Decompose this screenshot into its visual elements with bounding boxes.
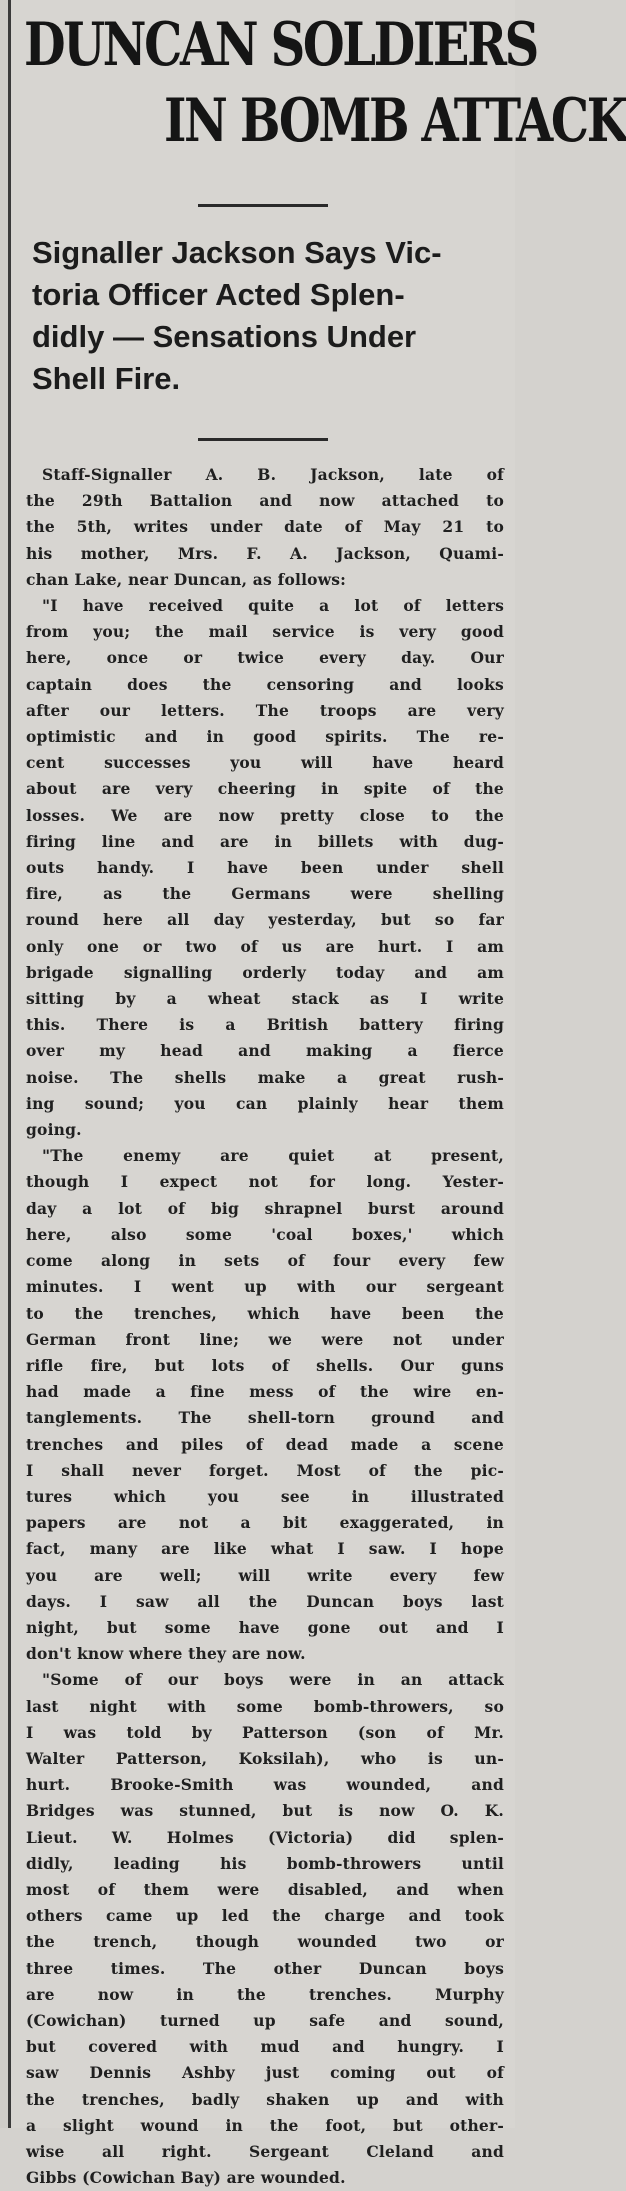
body-line: Bridges was stunned, but is now O. K. — [26, 1801, 504, 1821]
body-line: this. There is a British battery firing — [26, 1015, 504, 1035]
body-line: night, but some have gone out and I — [26, 1617, 504, 1637]
body-line: German front line; we were not under — [26, 1329, 504, 1349]
body-line: Staff-Signaller A. B. Jackson, late of — [42, 465, 504, 484]
subhead-divider — [198, 438, 328, 441]
body-line: others came up led the charge and took — [26, 1906, 504, 1926]
body-line: I shall never forget. Most of the pic- — [26, 1460, 504, 1480]
body-line: don't know where they are now. — [26, 1644, 306, 1664]
body-line: here, once or twice every day. Our — [26, 648, 504, 668]
subhead-line: Signaller Jackson Says Vic- — [32, 235, 442, 270]
body-line: after our letters. The troops are very — [26, 700, 504, 720]
body-line: "Some of our boys were in an attack — [42, 1670, 504, 1690]
body-line: papers are not a bit exaggerated, in — [26, 1513, 504, 1533]
body-line: to the trenches, which have been the — [26, 1303, 504, 1323]
body-line: here, also some 'coal boxes,' which — [26, 1224, 504, 1244]
body-line: Walter Patterson, Koksilah), who is un- — [26, 1748, 504, 1768]
subhead-line: Shell Fire. — [32, 361, 181, 396]
body-line: ing sound; you can plainly hear them — [26, 1093, 504, 1113]
body-line: noise. The shells make a great rush- — [26, 1067, 504, 1087]
body-line: saw Dennis Ashby just coming out of — [26, 2063, 504, 2083]
subhead-line: toria Officer Acted Splen- — [32, 277, 405, 312]
body-line: the trenches, badly shaken up and with — [26, 2089, 504, 2109]
body-line: about are very cheering in spite of the — [26, 779, 504, 799]
body-line: trenches and piles of dead made a scene — [26, 1434, 504, 1454]
body-line: the 5th, writes under date of May 21 to — [26, 517, 504, 537]
body-line: three times. The other Duncan boys — [26, 1958, 504, 1978]
body-line: the 29th Battalion and now attached to — [26, 491, 504, 511]
body-line: wise all right. Sergeant Cleland and — [26, 2142, 504, 2161]
body-line: I was told by Patterson (son of Mr. — [26, 1722, 504, 1742]
body-line: losses. We are now pretty close to the — [26, 805, 504, 825]
article-body — [26, 462, 504, 2191]
body-line: "I have received quite a lot of letters — [42, 596, 504, 616]
article — [18, 0, 626, 2188]
body-line: round here all day yesterday, but so far — [26, 910, 504, 930]
subheadline — [32, 232, 502, 400]
body-line: come along in sets of four every few — [26, 1251, 504, 1271]
body-line: optimistic and in good spirits. The re- — [26, 727, 504, 747]
body-line: Gibbs (Cowichan Bay) are wounded. — [26, 2168, 346, 2188]
body-line: tures which you see in illustrated — [26, 1486, 504, 1506]
body-line: his mother, Mrs. F. A. Jackson, Quami- — [26, 543, 504, 563]
body-line: brigade signalling orderly today and am — [26, 962, 504, 982]
subhead-line: didly — Sensations Under — [32, 319, 417, 354]
body-line: captain does the censoring and looks — [26, 674, 504, 694]
body-line: days. I saw all the Duncan boys last — [26, 1591, 504, 1611]
column-rule — [8, 0, 11, 2128]
body-line: hurt. Brooke-Smith was wounded, and — [26, 1775, 504, 1795]
body-line: going. — [26, 1120, 82, 1140]
headline-divider — [198, 204, 328, 207]
body-line: only one or two of us are hurt. I am — [26, 936, 504, 956]
body-line: rifle fire, but lots of shells. Our guns — [26, 1355, 504, 1375]
body-line: had made a fine mess of the wire en- — [26, 1382, 504, 1402]
body-line: fact, many are like what I saw. I hope — [26, 1539, 504, 1559]
body-line: you are well; will write every few — [26, 1565, 504, 1585]
headline-line-2: IN BOMB ATTACK — [164, 86, 626, 156]
body-line: minutes. I went up with our sergeant — [26, 1277, 504, 1297]
body-line: over my head and making a fierce — [26, 1041, 504, 1061]
body-line: sitting by a wheat stack as I write — [26, 989, 504, 1009]
body-line: last night with some bomb-throwers, so — [26, 1696, 504, 1716]
body-line: are now in the trenches. Murphy — [26, 1984, 504, 2004]
body-line: but covered with mud and hungry. I — [26, 2037, 504, 2057]
body-line: cent successes you will have heard — [26, 753, 504, 773]
body-line: most of them were disabled, and when — [26, 1879, 504, 1899]
body-line: day a lot of big shrapnel burst around — [26, 1198, 504, 1218]
left-margin — [0, 0, 8, 2128]
body-line: from you; the mail service is very good — [26, 622, 504, 642]
body-line: Lieut. W. Holmes (Victoria) did splen- — [26, 1827, 504, 1847]
body-line: though I expect not for long. Yester- — [26, 1172, 504, 1192]
body-line: didly, leading his bomb-throwers until — [26, 1853, 504, 1873]
headline-line-1: DUNCAN SOLDIERS — [24, 10, 537, 80]
body-line: outs handy. I have been under shell — [26, 858, 504, 878]
body-line: fire, as the Germans were shelling — [26, 884, 504, 904]
body-line: "The enemy are quiet at present, — [42, 1146, 504, 1166]
body-line: chan Lake, near Duncan, as follows: — [26, 569, 347, 589]
body-line: tanglements. The shell-torn ground and — [26, 1408, 504, 1428]
body-line: (Cowichan) turned up safe and sound, — [26, 2010, 504, 2030]
body-line: the trench, though wounded two or — [26, 1932, 504, 1952]
body-line: a slight wound in the foot, but other- — [26, 2115, 504, 2135]
body-line: firing line and are in billets with dug- — [26, 831, 504, 851]
